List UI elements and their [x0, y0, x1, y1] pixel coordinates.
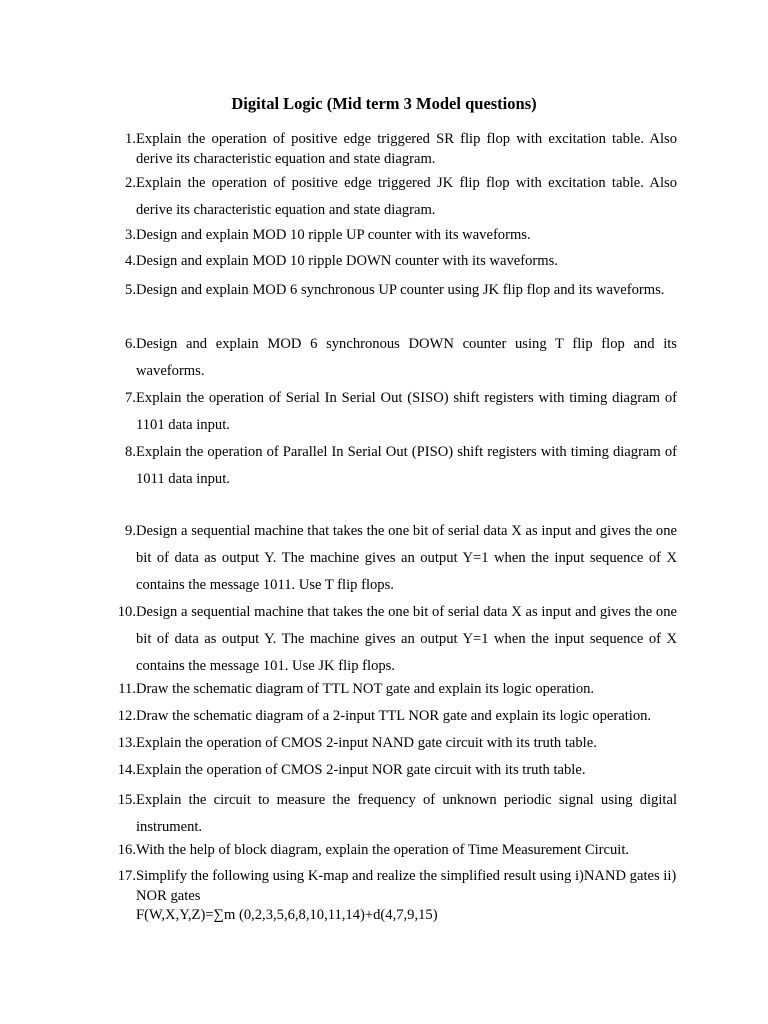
question-number: 16.	[117, 842, 136, 858]
question-text: Design a sequential machine that takes the one bit of serial data X as input and gives the one bit of data as output Y. The machine gives an output Y=1 when the input sequence of X contains the message 1011. Use T flip flops.	[136, 523, 677, 593]
question-number: 11.	[118, 681, 136, 697]
question-number: 9.	[125, 523, 136, 539]
question-number: 5.	[125, 282, 136, 298]
page-title: Digital Logic (Mid term 3 Model questions)	[231, 94, 537, 113]
question-text: Simplify the following using K-map and realize the simplified result using i)NAND gates ii) NOR gates	[136, 868, 677, 904]
question-text: Design a sequential machine that takes the one bit of serial data X as input and gives the one bit of data as output Y. The machine gives an output Y=1 when the input sequence of X contains the message 101. Use JK flip flops.	[136, 604, 677, 674]
question-number: 4.	[125, 253, 136, 269]
question-text: Draw the schematic diagram of a 2-input TTL NOR gate and explain its logic operation.	[136, 708, 652, 724]
question-number: 2.	[125, 175, 136, 191]
question-number: 3.	[125, 227, 136, 243]
question-text: Explain the operation of Serial In Serial Out (SISO) shift registers with timing diagram of 1101 data input.	[136, 390, 677, 433]
question-text: With the help of block diagram, explain the operation of Time Measurement Circuit.	[136, 842, 630, 858]
question-text: Design and explain MOD 10 ripple DOWN counter with its waveforms.	[136, 253, 558, 269]
question-number: 13.	[117, 735, 136, 751]
question-text: Draw the schematic diagram of TTL NOT gate and explain its logic operation.	[136, 681, 595, 697]
question-text: Design and explain MOD 10 ripple UP counter with its waveforms.	[136, 227, 531, 243]
kmap-formula: F(W,X,Y,Z)=∑m (0,2,3,5,6,8,10,11,14)+d(4,7,9,15)	[136, 907, 438, 923]
question-text: Explain the circuit to measure the frequency of unknown periodic signal using digital instrument.	[136, 792, 677, 835]
question-number: 17.	[117, 868, 136, 884]
question-text: Explain the operation of CMOS 2-input NOR gate circuit with its truth table.	[136, 762, 586, 778]
question-text: Explain the operation of Parallel In Serial Out (PISO) shift registers with timing diagram of 1011 data input.	[136, 444, 677, 487]
question-number: 14.	[117, 762, 136, 778]
question-text: Explain the operation of CMOS 2-input NAND gate circuit with its truth table.	[136, 735, 597, 751]
question-number: 1.	[125, 131, 136, 147]
question-number: 10.	[117, 604, 136, 620]
question-number: 12.	[117, 708, 136, 724]
question-text: Explain the operation of positive edge triggered SR flip flop with excitation table. Also derive its characteristic equation and state diagram.	[136, 131, 677, 167]
question-text: Design and explain MOD 6 synchronous UP counter using JK flip flop and its waveforms.	[136, 282, 665, 298]
question-text: Design and explain MOD 6 synchronous DOWN counter using T flip flop and its waveforms.	[136, 336, 677, 379]
question-number: 8.	[125, 444, 136, 460]
question-text: Explain the operation of positive edge triggered JK flip flop with excitation table. Also derive its characteristic equation and state diagram.	[136, 175, 677, 218]
question-number: 7.	[125, 390, 136, 406]
question-number: 15.	[117, 792, 136, 808]
question-number: 6.	[125, 336, 136, 352]
